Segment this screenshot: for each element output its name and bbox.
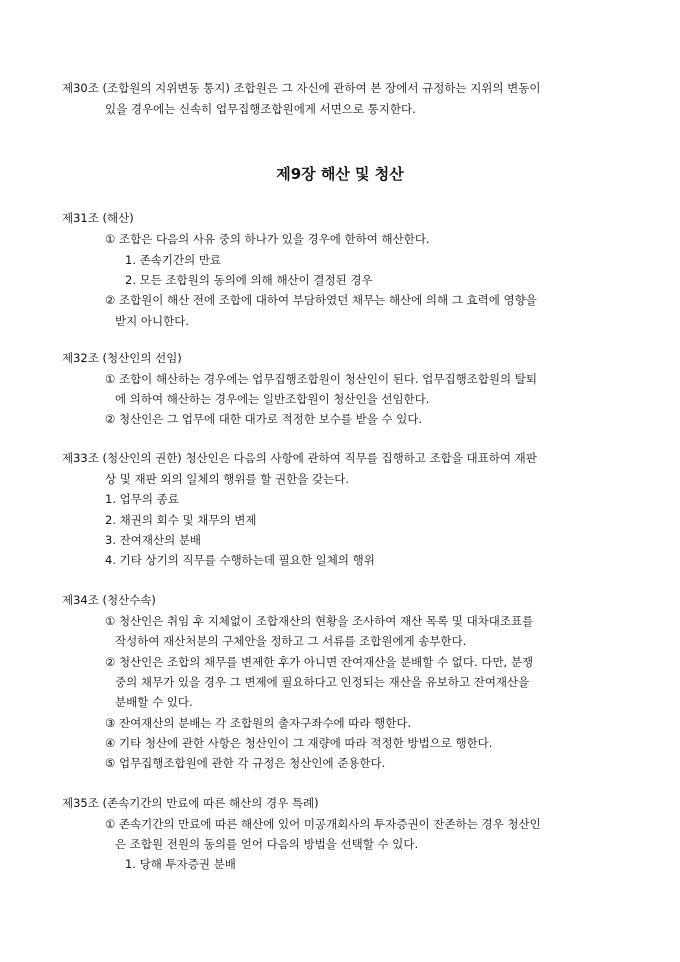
article-35-para-1-line-2: 은 조합원 전원의 동의를 얻어 다음의 방법을 선택할 수 있다.: [115, 837, 419, 851]
article-35-para-1-line-1: ① 존속기간의 만료에 따른 해산에 있어 미공개회사의 투자증권이 잔존하는 경우 청산인: [105, 817, 541, 831]
article-34-heading: 제34조 (청산수속): [62, 593, 156, 607]
article-35-item-1: 1. 당해 투자증권 분배: [125, 857, 236, 871]
article-33-line-1: 제33조 (청산인의 권한) 청산인은 다음의 사항에 관하여 직무를 집행하고 조합을 대표하여 재판: [62, 451, 537, 465]
article-34-para-4: ④ 기타 청산에 관한 사항은 청산인이 그 재량에 따라 적정한 방법으로 행한다.: [105, 736, 493, 750]
article-30-line-1: 제30조 (조합원의 지위변동 통지) 조합원은 그 자신에 관하여 본 장에서 규정하는 지위의 변동이: [62, 81, 541, 95]
chapter-title: 제9장 해산 및 청산: [276, 165, 404, 183]
article-34-para-2-line-3: 분배할 수 있다.: [115, 695, 193, 709]
article-32-para-2: ② 청산인은 그 업무에 대한 대가로 적정한 보수를 받을 수 있다.: [105, 412, 423, 426]
article-34-para-1-line-2: 작성하여 재산처분의 구체안을 정하고 그 서류를 조합원에게 송부한다.: [115, 634, 467, 648]
article-32-heading: 제32조 (청산인의 선임): [62, 351, 182, 365]
article-31-para-2-line-1: ② 조합원이 해산 전에 조합에 대하여 부담하였던 채무는 해산에 의해 그 효력에 영향을: [105, 293, 537, 307]
article-33-item-1: 1. 업무의 종료: [105, 492, 179, 506]
article-33-item-4: 4. 기타 상기의 직무를 수행하는데 필요한 일체의 행위: [105, 553, 375, 567]
article-31-para-2-line-2: 받지 아니한다.: [115, 314, 189, 328]
article-34-para-2-line-1: ② 청산인은 조합의 채무를 변제한 후가 아니면 잔여재산을 분배할 수 없다. 다만, 분쟁: [105, 655, 534, 669]
article-34-para-3: ③ 잔여재산의 분배는 각 조합원의 출자구좌수에 따라 행한다.: [105, 716, 412, 730]
article-30-line-2: 있을 경우에는 신속히 업무집행조합원에게 서면으로 통지한다.: [105, 102, 416, 116]
article-34-para-5: ⑤ 업무집행조합원에 관한 각 규정은 청산인에 준용한다.: [105, 756, 386, 770]
article-34-para-2-line-2: 중의 채무가 있을 경우 그 변제에 필요하다고 인정되는 재산을 유보하고 잔여재산을: [115, 675, 530, 689]
article-35-heading: 제35조 (존속기간의 만료에 따른 해산의 경우 특례): [62, 796, 319, 810]
article-31-para-1: ① 조합은 다음의 사유 중의 하나가 있을 경우에 한하여 해산한다.: [105, 232, 430, 246]
article-33-item-3: 3. 잔여재산의 분배: [105, 533, 202, 547]
article-34-para-1-line-1: ① 청산인은 취임 후 지체없이 조합재산의 현황을 조사하여 재산 목록 및 대차대조표를: [105, 614, 534, 628]
article-31-item-2: 2. 모든 조합원의 동의에 의해 해산이 결정된 경우: [125, 273, 373, 287]
article-31-heading: 제31조 (해산): [62, 211, 134, 225]
article-31-item-1: 1. 존속기간의 만료: [125, 253, 222, 267]
article-32-para-1-line-1: ① 조합이 해산하는 경우에는 업무집행조합원이 청산인이 된다. 업무집행조합원의 탈퇴: [105, 372, 538, 386]
article-33-line-2: 상 및 재판 외의 일체의 행위를 할 권한을 갖는다.: [105, 472, 349, 486]
article-32-para-1-line-2: 에 의하여 해산하는 경우에는 일반조합원이 청산인을 선임한다.: [115, 392, 430, 406]
article-33-item-2: 2. 채권의 회수 및 채무의 변제: [105, 513, 257, 527]
